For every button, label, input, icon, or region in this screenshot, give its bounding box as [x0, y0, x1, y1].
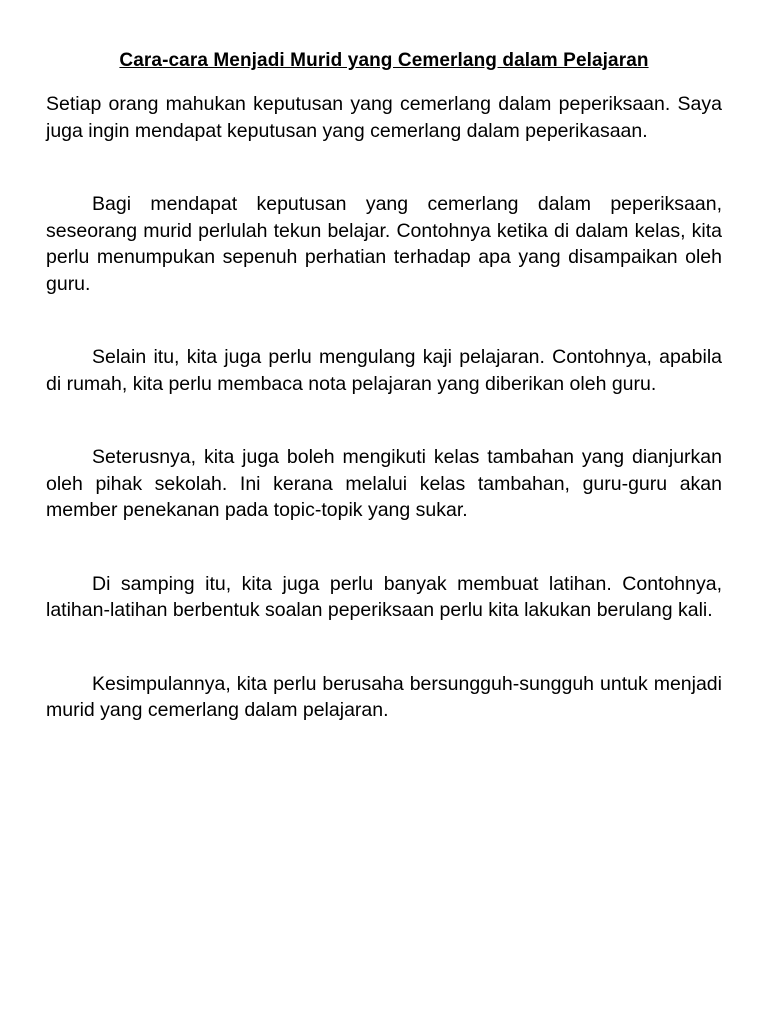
paragraph-kelas-tambahan: Seterusnya, kita juga boleh mengikuti kelas tambahan yang dianjurkan oleh pihak sekolah. Ini kerana melalui kelas tambahan, guru-guru akan member penekanan pada topic-topik yang sukar. — [46, 446, 722, 521]
paragraph-ulang-kaji: Selain itu, kita juga perlu mengulang kaji pelajaran. Contohnya, apabila di rumah, kita perlu membaca nota pelajaran yang diberikan oleh guru. — [46, 346, 722, 395]
paragraph-tekun-belajar: Bagi mendapat keputusan yang cemerlang dalam peperiksaan, seseorang murid perlulah tekun belajar. Contohnya ketika di dalam kelas, kita perlu menumpukan sepenuh perhatian terhadap apa yang disampaikan oleh guru. — [46, 193, 722, 295]
paragraph-intro: Setiap orang mahukan keputusan yang cemerlang dalam peperiksaan. Saya juga ingin mendapat keputusan yang cemerlang dalam peperikasaan. — [46, 93, 722, 142]
document-title: Cara-cara Menjadi Murid yang Cemerlang dalam Pelajaran — [119, 50, 649, 71]
document-page — [46, 48, 722, 771]
paragraph-latihan: Di samping itu, kita juga perlu banyak membuat latihan. Contohnya, latihan-latihan berbentuk soalan peperiksaan perlu kita lakukan berulang kali. — [46, 572, 722, 621]
paragraph-kesimpulan: Kesimpulannya, kita perlu berusaha bersungguh-sungguh untuk menjadi murid yang cemerlang dalam pelajaran. — [46, 672, 722, 721]
